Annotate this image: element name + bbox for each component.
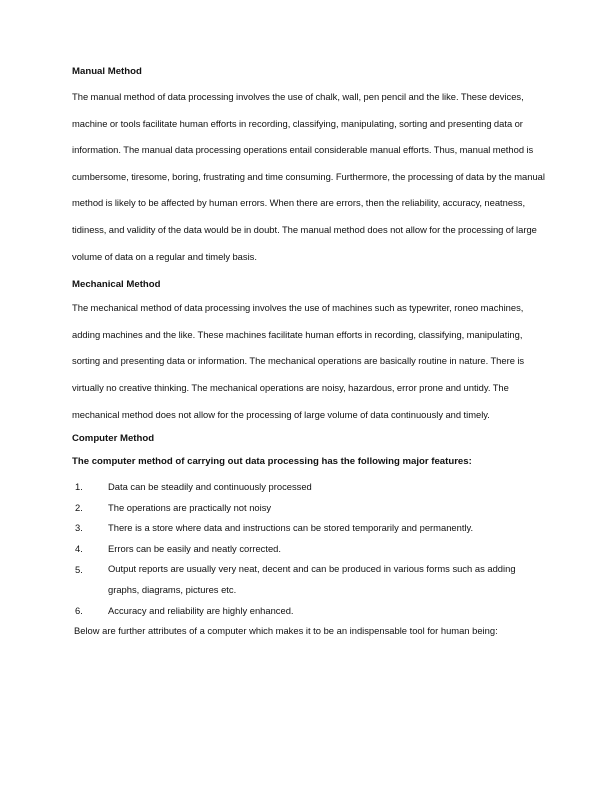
list-item-number: 3.: [75, 522, 83, 534]
list-item: [72, 542, 546, 555]
computer-method-heading: Computer Method: [72, 433, 155, 445]
list-item-number: 4.: [75, 542, 83, 554]
document-page: [72, 66, 546, 637]
mechanical-method-heading: Mechanical Method: [72, 279, 161, 291]
list-item-text: Accuracy and reliability are highly enhanced.: [108, 605, 294, 616]
list-item-text: The operations are practically not noisy: [108, 501, 272, 513]
list-item: [72, 604, 546, 617]
list-item-text: There is a store where data and instructions can be stored temporarily and permanently.: [108, 522, 474, 534]
list-item: [72, 521, 546, 534]
features-list: [72, 480, 546, 617]
list-item-number: 2.: [75, 501, 83, 513]
mechanical-method-paragraph: The mechanical method of data processing involves the use of machines such as typewriter, roneo machines, adding machines and the like. These machines facilitate human efforts in recording, classifying, manipulating, sorting and presenting data or information. The mechanical operations are basically routine in nature. There is virtually no creative thinking. The mechanical operations are noisy, hazardous, error prone and untidy. The mechanical method does not allow for the processing of large volume of data continuously and timely.: [72, 302, 525, 420]
list-item: [72, 501, 546, 514]
features-heading: The computer method of carrying out data processing has the following major features:: [72, 456, 472, 468]
list-item: [72, 480, 546, 493]
list-item-number: 5.: [75, 563, 83, 575]
manual-method-paragraph: The manual method of data processing involves the use of chalk, wall, pen pencil and the like. These devices, machine or tools facilitate human efforts in recording, classifying, manipulating, sorting and presenting data or information. The manual data processing operations entail considerable manual efforts. Thus, manual method is cumbersome, tiresome, boring, frustrating and time consuming. Furthermore, the processing of data by the manual method is likely to be affected by human errors. When there are errors, then the reliability, accuracy, neatness, tidiness, and validity of the data would be in doubt. The manual method does not allow for the processing of large volume of data on a regular and timely basis.: [72, 91, 545, 262]
list-item-text: Output reports are usually very neat, decent and can be produced in various forms such as adding graphs, diagrams, pictures etc.: [108, 563, 516, 595]
manual-method-heading: Manual Method: [72, 66, 142, 77]
list-item: [72, 563, 546, 601]
list-item-text: Data can be steadily and continuously processed: [108, 481, 312, 493]
list-item-text: Errors can be easily and neatly corrected.: [108, 542, 282, 554]
list-item-number: 6.: [75, 605, 83, 616]
closing-sentence: Below are further attributes of a computer which makes it to be an indispensable tool for human being:: [74, 624, 498, 636]
list-item-number: 1.: [75, 481, 83, 493]
